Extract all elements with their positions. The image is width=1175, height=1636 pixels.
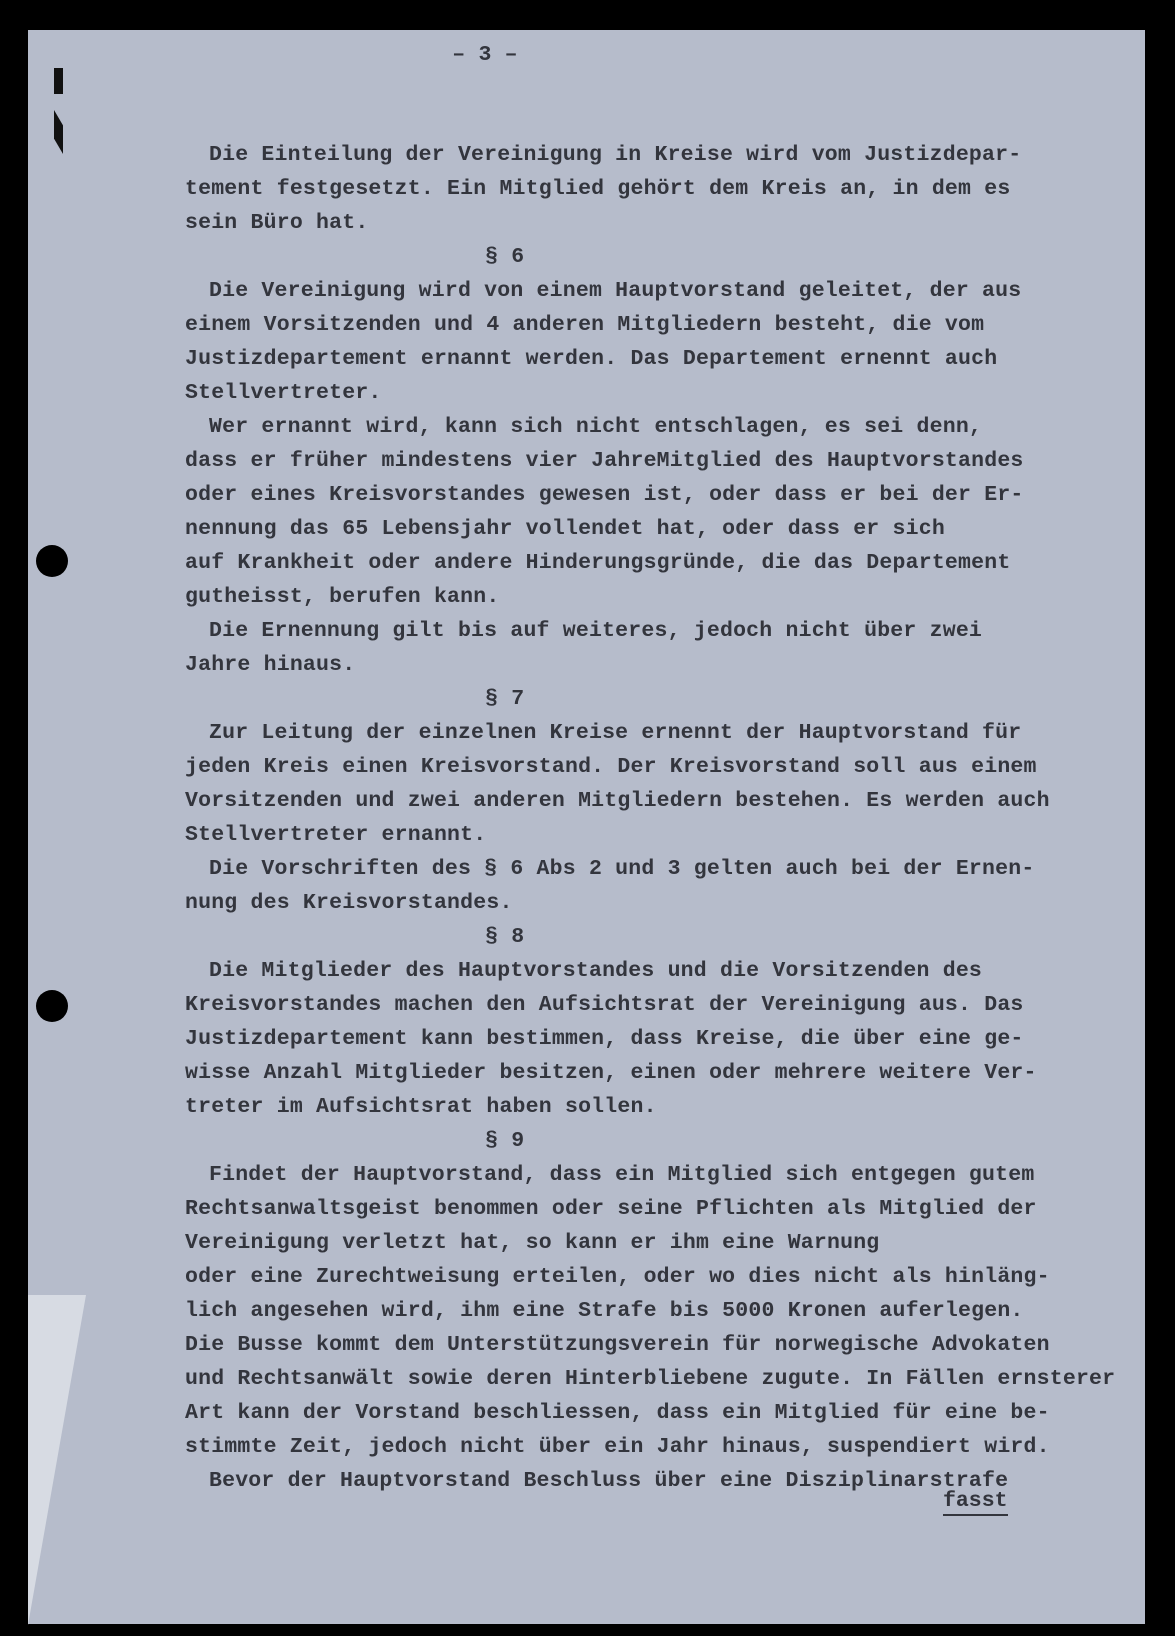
text-line: jeden Kreis einen Kreisvorstand. Der Kreisvorstand soll aus einem xyxy=(185,755,1037,779)
text-line: Die Busse kommt dem Unterstützungsverein für norwegische Advokaten xyxy=(185,1333,1050,1357)
text-line: Vorsitzenden und zwei anderen Mitgliedern bestehen. Es werden auch xyxy=(185,789,1050,813)
text-line: auf Krankheit oder andere Hinderungsgründe, die das Departement xyxy=(185,551,1011,575)
text-line: Rechtsanwaltsgeist benommen oder seine Pflichten als Mitglied der xyxy=(185,1197,1037,1221)
text-line: Zur Leitung der einzelnen Kreise ernennt der Hauptvorstand für xyxy=(209,721,1022,745)
text-line: Bevor der Hauptvorstand Beschluss über eine Disziplinarstrafe xyxy=(209,1469,1009,1493)
text-line: einem Vorsitzenden und 4 anderen Mitgliedern besteht, die vom xyxy=(185,313,985,337)
text-line: gutheisst, berufen kann. xyxy=(185,585,500,609)
text-line: dass er früher mindestens vier JahreMitglied des Hauptvorstandes xyxy=(185,449,1024,473)
text-line: Art kann der Vorstand beschliessen, dass ein Mitglied für eine be- xyxy=(185,1401,1050,1425)
punch-hole-top xyxy=(36,545,68,577)
text-line: treter im Aufsichtsrat haben sollen. xyxy=(185,1095,657,1119)
text-line: sein Büro hat. xyxy=(185,211,369,235)
text-line: Kreisvorstandes machen den Aufsichtsrat der Vereinigung aus. Das xyxy=(185,993,1024,1017)
text-line: nennung das 65 Lebensjahr vollendet hat, oder dass er sich xyxy=(185,517,945,541)
text-line: Justizdepartement kann bestimmen, dass Kreise, die über eine ge- xyxy=(185,1027,1024,1051)
text-line: Vereinigung verletzt hat, so kann er ihm eine Warnung xyxy=(185,1231,880,1255)
text-line: Die Vorschriften des § 6 Abs 2 und 3 gelten auch bei der Ernen- xyxy=(209,857,1035,881)
page-number: – 3 – xyxy=(452,43,518,67)
section-heading: § 7 xyxy=(485,687,525,711)
text-line: Die Vereinigung wird von einem Hauptvorstand geleitet, der aus xyxy=(209,279,1022,303)
text-line: Findet der Hauptvorstand, dass ein Mitglied sich entgegen gutem xyxy=(209,1163,1035,1187)
text-line: stimmte Zeit, jedoch nicht über ein Jahr hinaus, suspendiert wird. xyxy=(185,1435,1050,1459)
section-heading: § 6 xyxy=(485,245,525,269)
text-line: Die Einteilung der Vereinigung in Kreise wird vom Justizdepar- xyxy=(209,143,1022,167)
text-line: lich angesehen wird, ihm eine Strafe bis 5000 Kronen auferlegen. xyxy=(185,1299,1024,1323)
typewritten-text xyxy=(185,38,1116,1498)
text-line: Justizdepartement ernannt werden. Das Departement ernennt auch xyxy=(185,347,998,371)
text-line: wisse Anzahl Mitglieder besitzen, einen oder mehrere weitere Ver- xyxy=(185,1061,1037,1085)
folded-corner xyxy=(28,1295,86,1625)
catchword: fasst xyxy=(943,1488,1008,1516)
text-line: nung des Kreisvorstandes. xyxy=(185,891,513,915)
text-line: Die Ernennung gilt bis auf weiteres, jedoch nicht über zwei xyxy=(209,619,983,643)
text-line: Die Mitglieder des Hauptvorstandes und die Vorsitzenden des xyxy=(209,959,983,983)
text-line: Jahre hinaus. xyxy=(185,653,356,677)
section-heading: § 9 xyxy=(485,1129,525,1153)
text-line: Stellvertreter. xyxy=(185,381,382,405)
punch-hole-bottom xyxy=(36,990,68,1022)
section-heading: § 8 xyxy=(485,925,525,949)
text-line: tement festgesetzt. Ein Mitglied gehört dem Kreis an, in dem es xyxy=(185,177,1011,201)
text-line: Stellvertreter ernannt. xyxy=(185,823,487,847)
text-line: Wer ernannt wird, kann sich nicht entschlagen, es sei denn, xyxy=(209,415,983,439)
text-line: oder eines Kreisvorstandes gewesen ist, oder dass er bei der Er- xyxy=(185,483,1024,507)
text-line: und Rechtsanwält sowie deren Hinterbliebene zugute. In Fällen ernsterer xyxy=(185,1367,1116,1391)
text-line: oder eine Zurechtweisung erteilen, oder wo dies nicht als hinläng- xyxy=(185,1265,1050,1289)
